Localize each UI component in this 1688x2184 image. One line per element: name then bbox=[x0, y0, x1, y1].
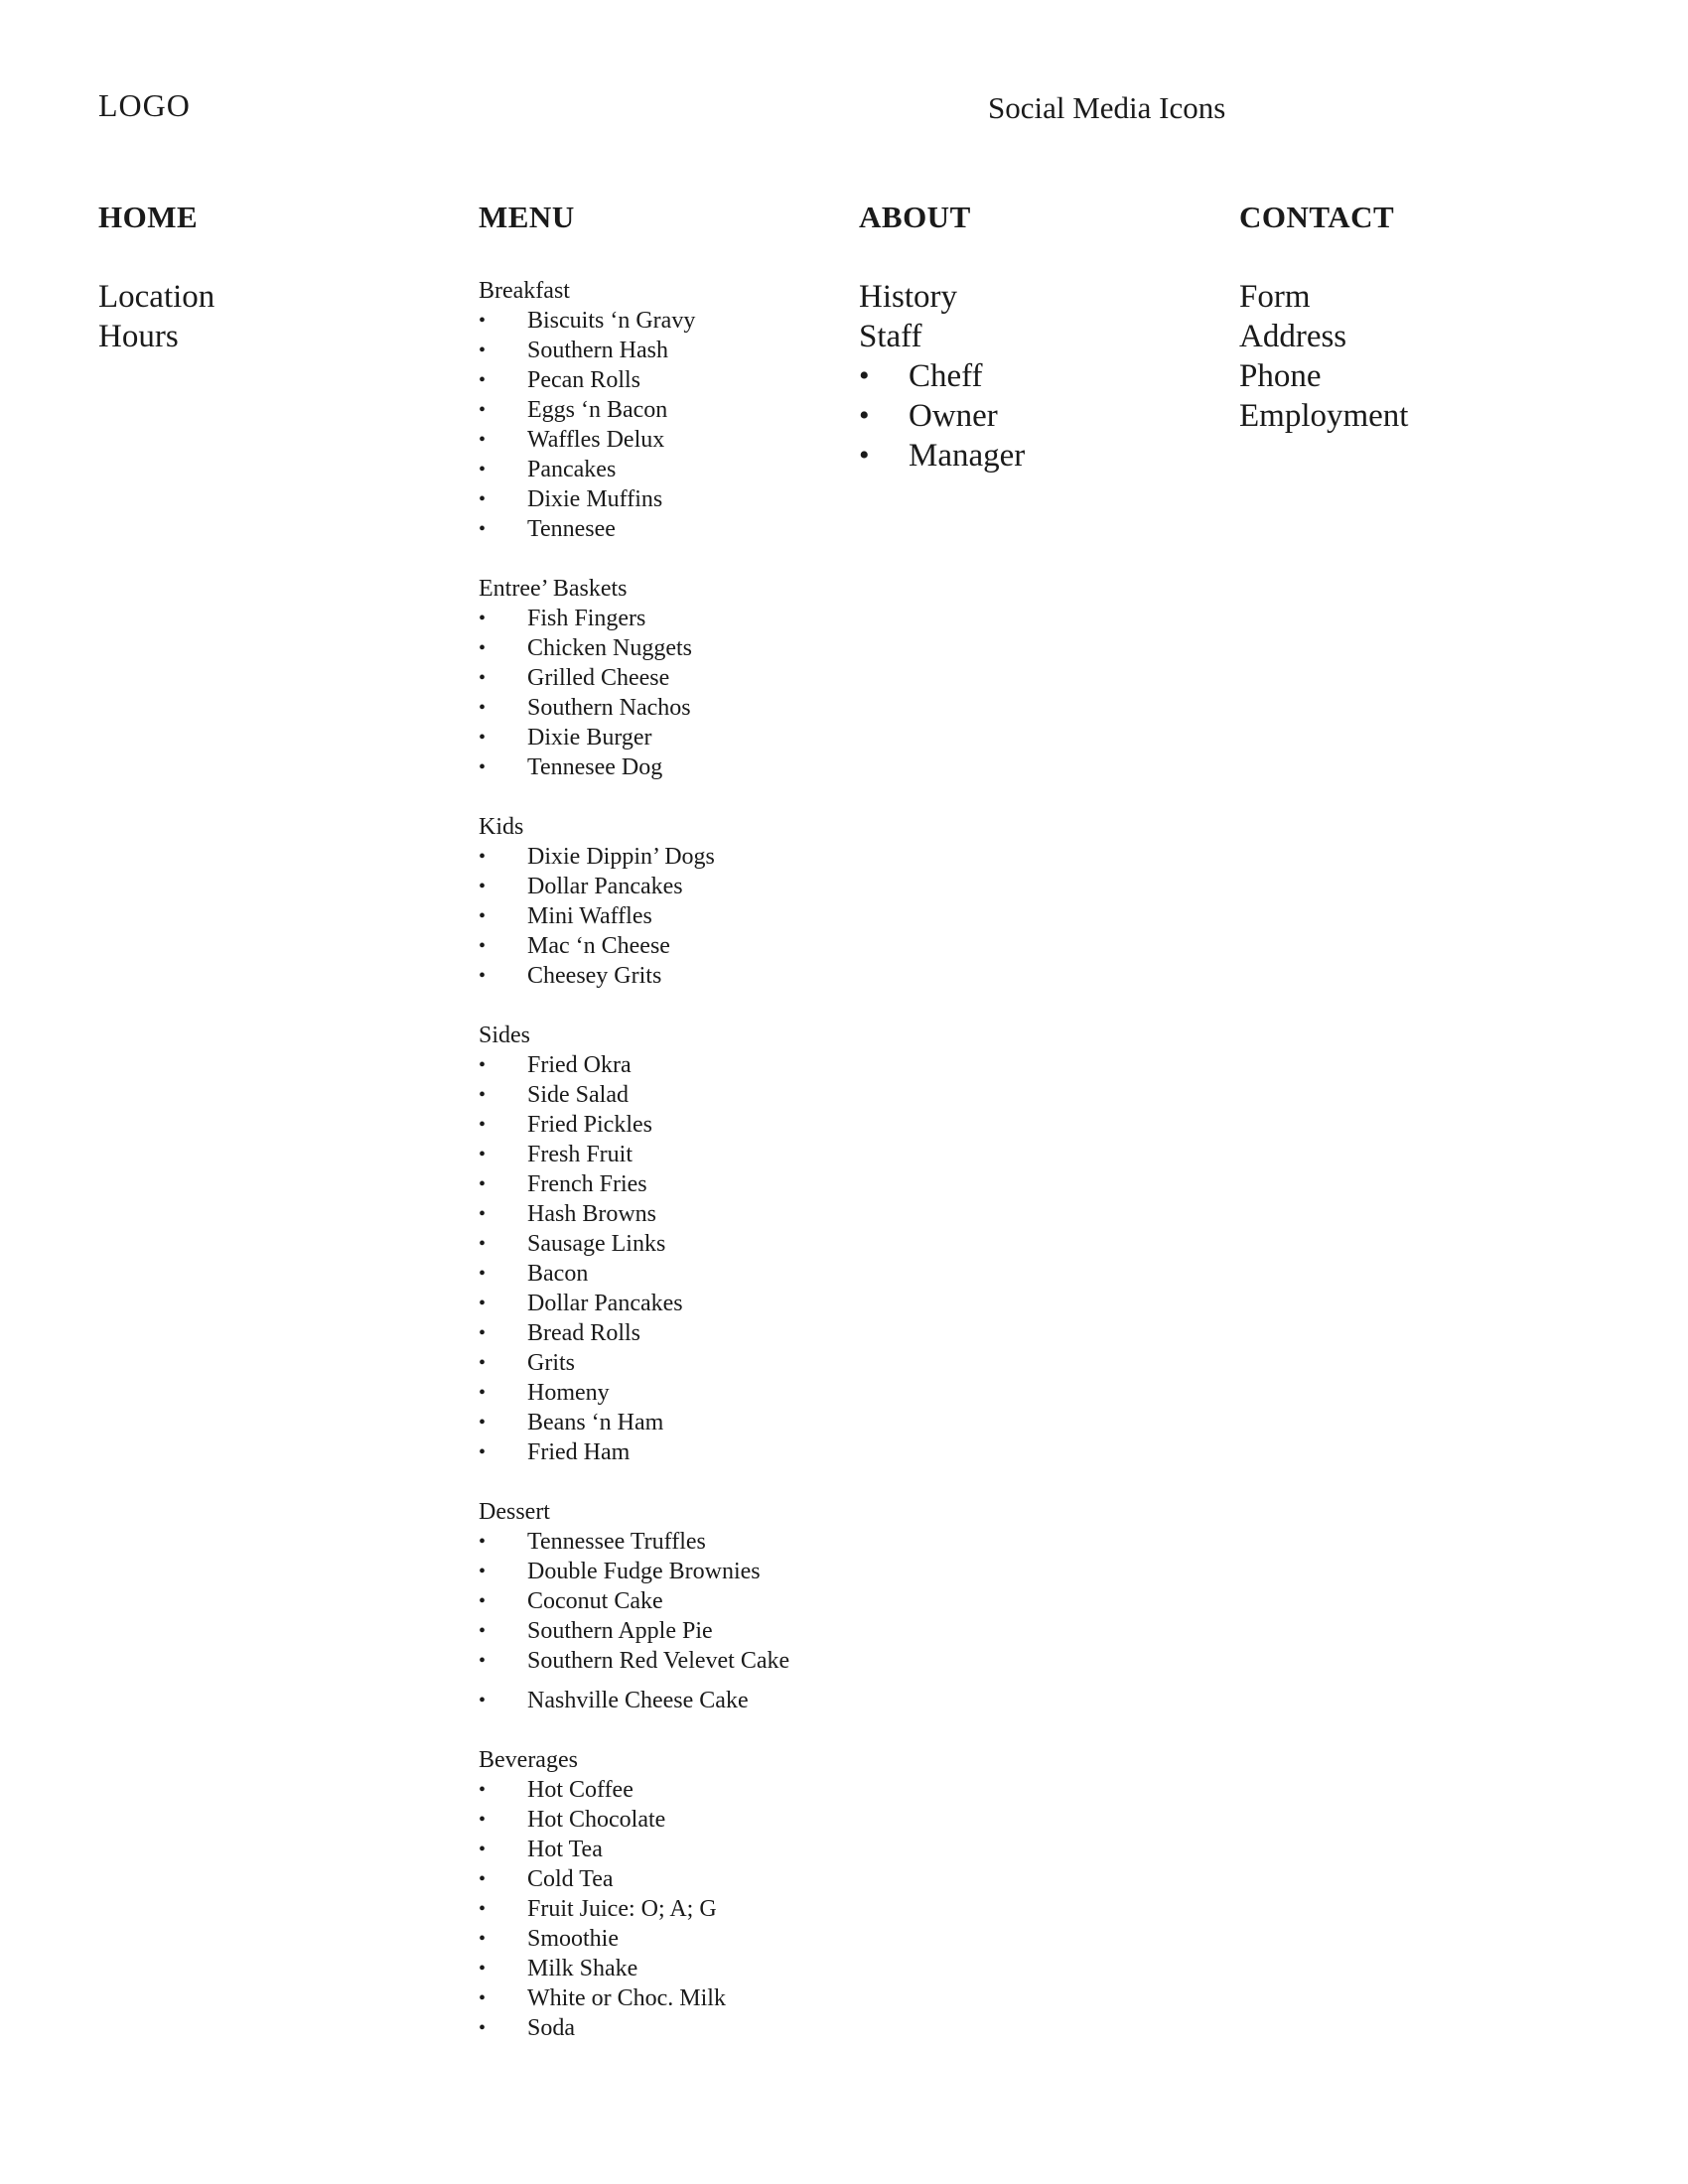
menu-item[interactable]: • Dixie Burger bbox=[479, 723, 789, 752]
menu-section-title[interactable]: Kids bbox=[479, 814, 524, 840]
menu-item[interactable]: • White or Choc. Milk bbox=[479, 1983, 789, 2013]
menu-section-beverages bbox=[479, 1745, 789, 2043]
contact-item-employment[interactable]: Employment bbox=[1239, 398, 1409, 434]
contact-item-address[interactable]: Address bbox=[1239, 319, 1347, 354]
menu-item[interactable]: • Southern Hash bbox=[479, 336, 789, 365]
menu-item[interactable]: • Mini Waffles bbox=[479, 901, 789, 931]
menu-item[interactable]: • Waffles Delux bbox=[479, 425, 789, 455]
menu-section-title[interactable]: Beverages bbox=[479, 1747, 578, 1773]
contact-list bbox=[1239, 277, 1408, 436]
menu-item[interactable]: • Grits bbox=[479, 1348, 789, 1378]
menu-item[interactable]: • Bread Rolls bbox=[479, 1318, 789, 1348]
menu-item[interactable]: • Homeny bbox=[479, 1378, 789, 1408]
menu-item[interactable]: • Hot Coffee bbox=[479, 1775, 789, 1805]
menu-item[interactable]: • Dixie Dippin’ Dogs bbox=[479, 842, 789, 872]
menu-section-kids bbox=[479, 812, 789, 991]
menu-item[interactable]: • Dollar Pancakes bbox=[479, 872, 789, 901]
menu-section-dessert bbox=[479, 1497, 789, 1715]
menu-item[interactable]: • Southern Red Velevet Cake bbox=[479, 1646, 789, 1676]
menu-item[interactable]: • Mac ‘n Cheese bbox=[479, 931, 789, 961]
menu-item[interactable]: • Side Salad bbox=[479, 1080, 789, 1110]
menu-item[interactable]: • Bacon bbox=[479, 1259, 789, 1289]
menu-item[interactable]: • Cold Tea bbox=[479, 1864, 789, 1894]
menu-section-entree-baskets bbox=[479, 574, 789, 782]
menu-item[interactable]: • Milk Shake bbox=[479, 1954, 789, 1983]
menu-list bbox=[479, 276, 789, 2073]
nav-about[interactable]: ABOUT bbox=[859, 200, 971, 234]
menu-section-sides bbox=[479, 1021, 789, 1467]
menu-item[interactable]: • Biscuits ‘n Gravy bbox=[479, 306, 789, 336]
about-list bbox=[859, 277, 1025, 476]
home-list bbox=[98, 277, 214, 356]
menu-section-breakfast bbox=[479, 276, 789, 544]
menu-section-title[interactable]: Entree’ Baskets bbox=[479, 576, 628, 602]
menu-item[interactable]: • Coconut Cake bbox=[479, 1586, 789, 1616]
menu-item[interactable]: • Tennesee bbox=[479, 514, 789, 544]
menu-item[interactable]: • Beans ‘n Ham bbox=[479, 1408, 789, 1437]
about-item-history[interactable]: History bbox=[859, 279, 957, 315]
staff-item-owner[interactable]: • Owner bbox=[859, 396, 1025, 436]
menu-item[interactable]: • Eggs ‘n Bacon bbox=[479, 395, 789, 425]
menu-item[interactable]: • Tennessee Truffles bbox=[479, 1527, 789, 1557]
logo[interactable]: LOGO bbox=[98, 87, 191, 123]
menu-item[interactable]: • Cheesey Grits bbox=[479, 961, 789, 991]
menu-item[interactable]: • Fried Okra bbox=[479, 1050, 789, 1080]
nav-menu[interactable]: MENU bbox=[479, 200, 575, 234]
nav-home[interactable]: HOME bbox=[98, 200, 199, 234]
menu-item[interactable]: • Fresh Fruit bbox=[479, 1140, 789, 1169]
menu-section-title[interactable]: Sides bbox=[479, 1023, 531, 1048]
home-item-hours[interactable]: Hours bbox=[98, 319, 179, 354]
menu-item[interactable]: • Hot Chocolate bbox=[479, 1805, 789, 1835]
nav-contact[interactable]: CONTACT bbox=[1239, 200, 1395, 234]
menu-item[interactable]: • Sausage Links bbox=[479, 1229, 789, 1259]
menu-item[interactable]: • Fish Fingers bbox=[479, 604, 789, 633]
staff-item-cheff[interactable]: • Cheff bbox=[859, 356, 1025, 396]
menu-item[interactable]: • Hash Browns bbox=[479, 1199, 789, 1229]
menu-item[interactable]: • Fruit Juice: O; A; G bbox=[479, 1894, 789, 1924]
menu-item[interactable]: • Tennesee Dog bbox=[479, 752, 789, 782]
menu-item[interactable]: • Pecan Rolls bbox=[479, 365, 789, 395]
menu-item[interactable]: • Dixie Muffins bbox=[479, 484, 789, 514]
social-media-icons[interactable]: Social Media Icons bbox=[988, 90, 1226, 125]
menu-section-title[interactable]: Dessert bbox=[479, 1499, 550, 1525]
menu-item[interactable]: • Soda bbox=[479, 2013, 789, 2043]
menu-item[interactable]: • Smoothie bbox=[479, 1924, 789, 1954]
menu-item[interactable]: • Dollar Pancakes bbox=[479, 1289, 789, 1318]
menu-item[interactable]: • Grilled Cheese bbox=[479, 663, 789, 693]
menu-item[interactable]: • Chicken Nuggets bbox=[479, 633, 789, 663]
home-item-location[interactable]: Location bbox=[98, 279, 215, 315]
contact-item-phone[interactable]: Phone bbox=[1239, 358, 1322, 394]
staff-item-manager[interactable]: • Manager bbox=[859, 436, 1025, 476]
about-item-staff[interactable]: Staff bbox=[859, 319, 922, 354]
menu-item[interactable]: • Fried Ham bbox=[479, 1437, 789, 1467]
menu-item[interactable]: • Southern Apple Pie bbox=[479, 1616, 789, 1646]
menu-item[interactable]: • Double Fudge Brownies bbox=[479, 1557, 789, 1586]
menu-item[interactable]: • Hot Tea bbox=[479, 1835, 789, 1864]
menu-item[interactable]: • Nashville Cheese Cake bbox=[479, 1686, 789, 1715]
menu-item[interactable]: • Fried Pickles bbox=[479, 1110, 789, 1140]
menu-item[interactable]: • French Fries bbox=[479, 1169, 789, 1199]
contact-item-form[interactable]: Form bbox=[1239, 279, 1311, 315]
menu-item[interactable]: • Southern Nachos bbox=[479, 693, 789, 723]
menu-item[interactable]: • Pancakes bbox=[479, 455, 789, 484]
menu-section-title[interactable]: Breakfast bbox=[479, 278, 570, 304]
